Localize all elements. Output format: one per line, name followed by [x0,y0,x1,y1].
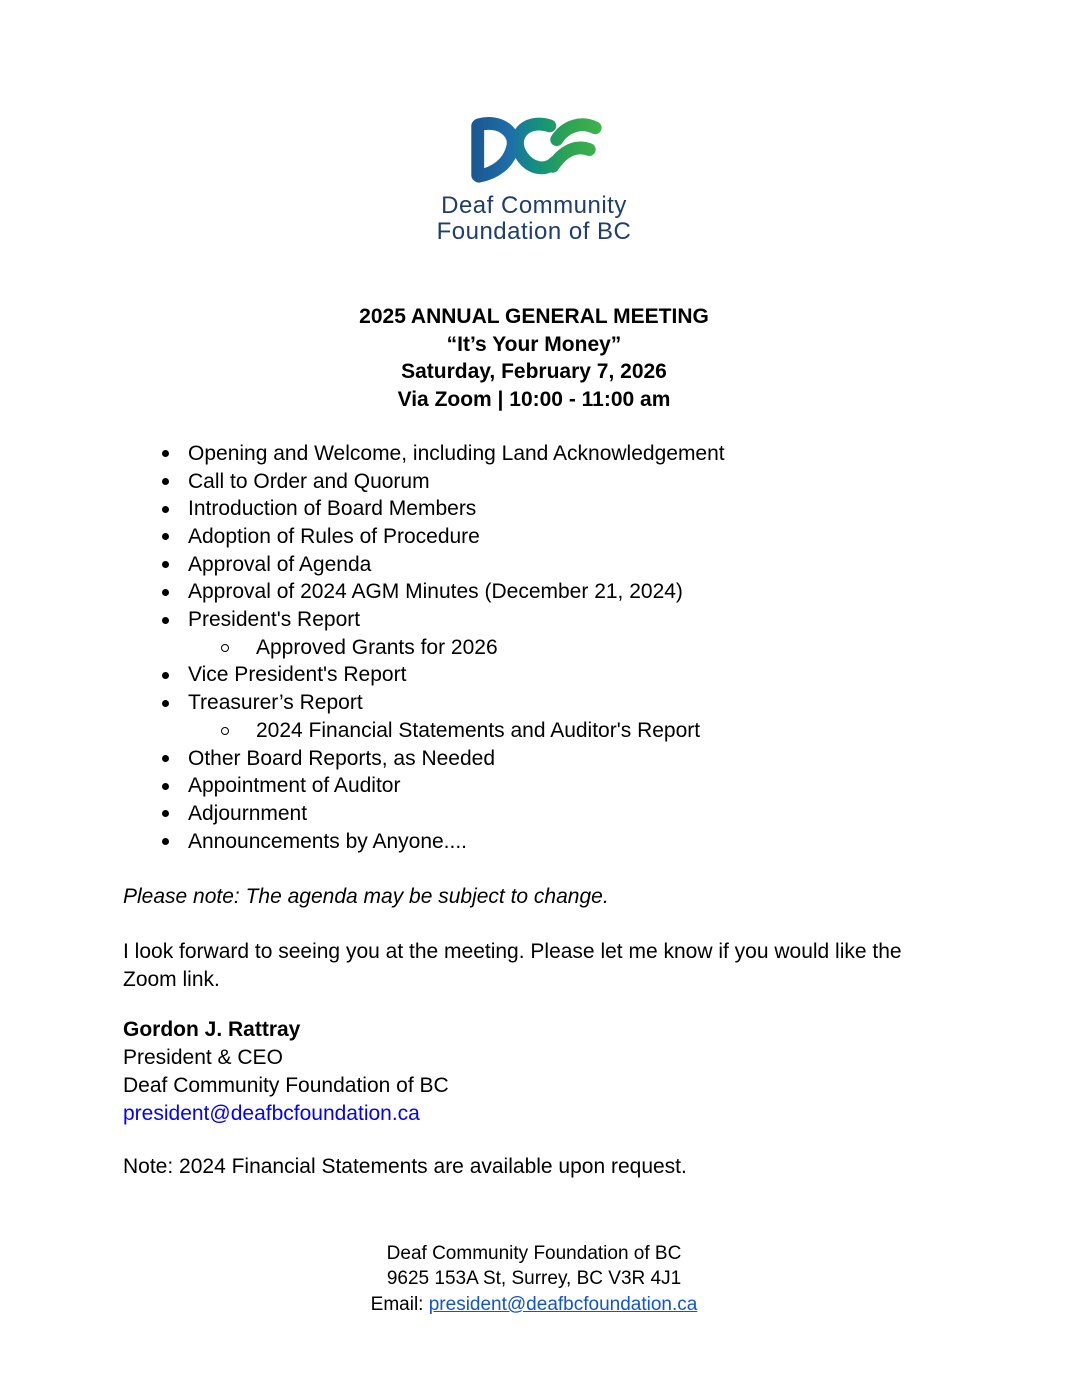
title-tagline: “It’s Your Money” [446,332,622,356]
page-footer [0,1241,1068,1318]
agenda-item: Other Board Reports, as Needed [123,745,945,773]
logo [0,0,1068,245]
signer-name: Gordon J. Rattray [123,1018,301,1042]
signature-block [123,1016,945,1127]
signature-email-row [123,1100,945,1128]
title-meeting: 2025 ANNUAL GENERAL MEETING [359,305,709,328]
signature-email-link[interactable]: president@deafbcfoundation.ca [123,1101,420,1125]
signer-role: President & CEO [123,1046,283,1070]
agenda-subitem: 2024 Financial Statements and Auditor's Report [123,717,945,745]
logo-org-line2: Foundation of BC [436,218,632,245]
logo-org-line1: Deaf Community [441,192,627,219]
footer-email-label: Email: [370,1293,429,1315]
closing-line-1: I look forward to seeing you at the meeting. Please let me know if you would like the [123,940,902,964]
footer-address: 9625 153A St, Surrey, BC V3R 4J1 [386,1268,682,1290]
agenda-item: Opening and Welcome, including Land Acknowledgement [123,440,945,468]
agenda-item: Treasurer’s Report [123,689,945,717]
agenda-item: Adoption of Rules of Procedure [123,523,945,551]
agenda-list [0,440,1068,856]
footer-email-row [0,1292,1068,1318]
closing-line-2: Zoom link. [123,967,220,991]
agenda-subitem: Approved Grants for 2026 [123,634,945,662]
agenda-item: Approval of 2024 AGM Minutes (December 21, 2024) [123,578,945,606]
signer-org: Deaf Community Foundation of BC [123,1073,449,1097]
title-date: Saturday, February 7, 2026 [401,360,667,384]
footer-org: Deaf Community Foundation of BC [386,1242,682,1264]
closing-paragraph [123,938,945,993]
agenda-item: Appointment of Auditor [123,772,945,800]
meeting-title-block [0,303,1068,414]
footer-email-link[interactable]: president@deafbcfoundation.ca [428,1293,698,1315]
agenda-item: Call to Order and Quorum [123,468,945,496]
agenda-item: Introduction of Board Members [123,495,945,523]
financial-statements-note: Note: 2024 Financial Statements are available upon request. [123,1155,687,1179]
agenda-item: Announcements by Anyone.... [123,828,945,856]
agenda-item: President's Report [123,606,945,634]
agenda-change-note: Please note: The agenda may be subject to change. [123,885,609,909]
agenda-item: Vice President's Report [123,661,945,689]
dcf-monogram-icon [464,113,604,190]
logo-wordmark [0,193,1068,245]
title-platform-time: Via Zoom | 10:00 - 11:00 am [397,388,671,412]
agenda-item: Adjournment [123,800,945,828]
agenda-item: Approval of Agenda [123,551,945,579]
